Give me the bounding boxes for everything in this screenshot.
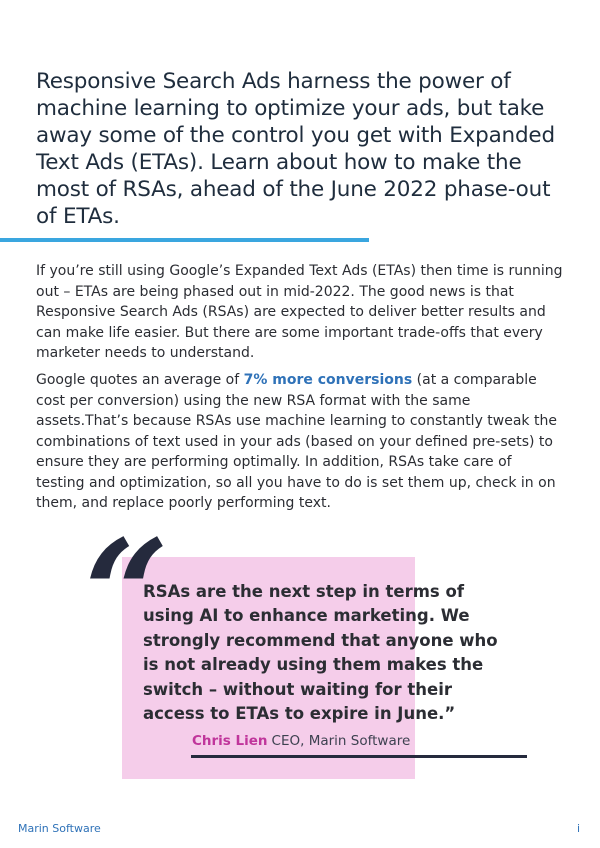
quote-author-role: CEO, Marin Software [271,733,411,749]
quote-attribution [192,733,410,749]
conversions-highlight: 7% more conversions [243,372,413,388]
attribution-underline [191,755,527,758]
section-divider [0,238,369,242]
pull-quote: RSAs are the next step in terms of using AI to enhance marketing. We strongly recommend that anyone who is not already using them makes the switch – without waiting for their access to ETAs to expire in June.” [143,582,498,724]
intro-paragraph: Responsive Search Ads harness the power of machine learning to optimize your ads, but take away some of the control you get with Expanded Text Ads (ETAs). Learn about how to make the most of RSAs, ahead of the June 2022 phase-out of ETAs. [36,69,555,229]
body-paragraph-1: If you’re still using Google’s Expanded Text Ads (ETAs) then time is running out – ETAs are being phased out in mid-2022. The good news is that Responsive Search Ads (RSAs) are expected to deliver better results and can make life easier. But there are some important trade-offs that every marketer needs to understand. [36,263,563,361]
body-paragraph-2-end: (at a comparable cost per conversion) using the new RSA format with the same assets.That’s because RSAs use machine learning to constantly tweak the combinations of text used in your ads (based on your defined pre-sets) to ensure they are performing optimally. In addition, RSAs take care of testing and optimization, so all you have to do is set them up, check in on them, and replace poorly performing text. [36,372,557,511]
body-paragraph-2 [36,370,564,514]
quote-author: Chris Lien [192,733,268,749]
body-paragraph-2-start: Google quotes an average of [36,372,244,388]
footer-brand: Marin Software [18,822,101,835]
quotation-mark-icon: “ [84,507,152,681]
page-number: i [576,822,580,835]
